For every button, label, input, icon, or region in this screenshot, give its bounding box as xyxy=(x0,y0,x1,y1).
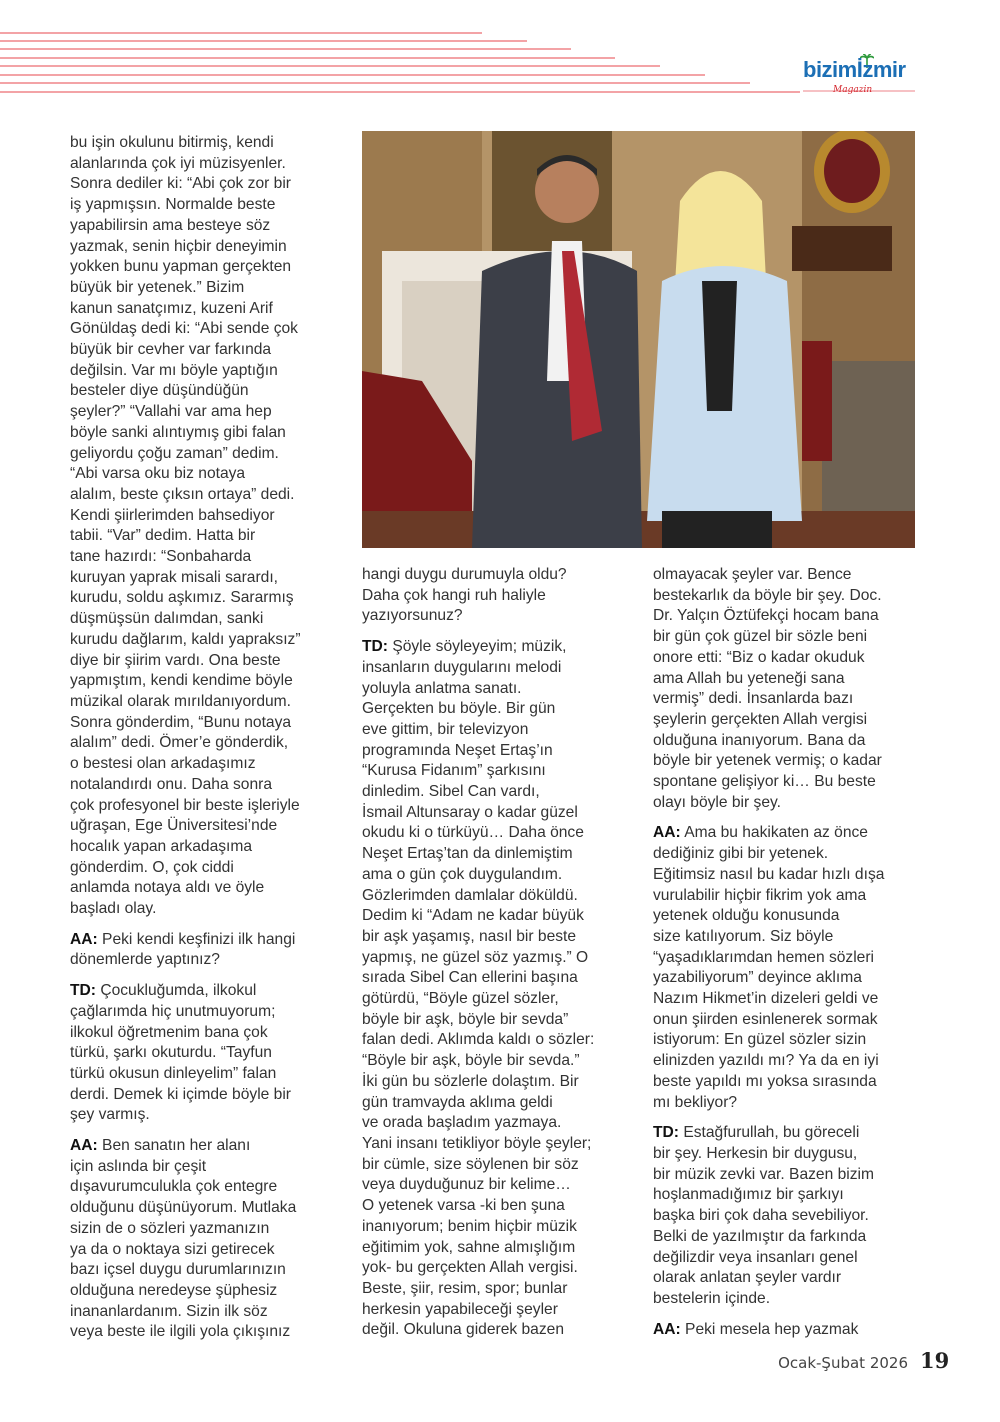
line-text: olmayacak şeyler var. Bence xyxy=(653,566,852,583)
text-line xyxy=(70,858,350,879)
article-paragraph xyxy=(362,637,642,1341)
text-line xyxy=(362,1113,642,1134)
text-line xyxy=(70,216,350,237)
line-text: onun şiirden esinlenerek sormak xyxy=(653,1010,878,1028)
accent-line xyxy=(0,65,660,67)
line-text: olduğuna inanıyorum. Bana da xyxy=(653,731,866,749)
article-paragraph xyxy=(70,930,350,971)
accent-line xyxy=(0,91,800,93)
line-text: onore etti: “Biz o kadar okuduk xyxy=(653,648,865,666)
line-text: spontane gelişiyor ki… Bu beste xyxy=(653,773,876,791)
text-line xyxy=(70,837,350,858)
line-text: sırada Sibel Can ellerini başına xyxy=(362,969,578,987)
text-line xyxy=(362,761,642,782)
text-line xyxy=(362,637,642,658)
line-text: uğraşan, Ege Üniversitesi’nde xyxy=(70,817,278,835)
article-paragraph xyxy=(70,133,350,920)
line-text: gönderdim. O, çok ciddi xyxy=(70,858,234,876)
line-text: Estağfurullah, bu göreceli xyxy=(678,1124,860,1142)
text-line xyxy=(653,772,933,793)
text-line xyxy=(70,402,350,423)
article-column-2 xyxy=(362,565,642,1351)
line-text: “Böyle bir aşk, böyle bir sevda.” xyxy=(362,1052,580,1070)
line-text: değilsin. Var mı böyle yaptığın xyxy=(70,361,278,379)
line-text: Ben sanatın her alanı xyxy=(97,1137,251,1155)
text-line xyxy=(362,823,642,844)
text-line xyxy=(653,1227,933,1248)
article-paragraph xyxy=(653,823,933,1113)
text-line xyxy=(362,782,642,803)
speaker-label: TD: xyxy=(362,638,388,656)
text-line xyxy=(70,671,350,692)
text-line xyxy=(362,1258,642,1279)
line-text: inananlardanım. Sizin ilk söz xyxy=(70,1302,268,1320)
line-text: Gerçekten bu böyle. Bir gün xyxy=(362,700,556,718)
line-text: tabii. “Var” dedim. Hatta bir xyxy=(70,527,256,545)
line-text: o bestesi olan arkadaşımız xyxy=(70,755,256,773)
line-text: götürdü, “Böyle güzel sözler, xyxy=(362,990,559,1008)
text-line xyxy=(70,257,350,278)
article-paragraph xyxy=(653,565,933,813)
line-text: Sonra dediler ki: “Abi çok zor bir xyxy=(70,175,292,193)
text-line xyxy=(362,1010,642,1031)
article-column-3 xyxy=(653,565,933,1350)
text-line xyxy=(70,796,350,817)
text-line xyxy=(362,1051,642,1072)
line-text: notalandırdı onu. Daha sonra xyxy=(70,775,272,793)
text-line xyxy=(362,1030,642,1051)
accent-line xyxy=(0,48,571,50)
line-text: gün tramvayda aklıma geldi xyxy=(362,1093,553,1111)
line-text: çok profesyonel bir beste işleriyle xyxy=(70,796,300,814)
line-text: bestekarlık da böyle bir şey. Doc. xyxy=(653,586,882,604)
line-text: “Kurusa Fidanım” şarkısını xyxy=(362,762,546,780)
line-text: Gönüldaş dedi ki: “Abi sende çok xyxy=(70,320,298,338)
line-text: sizin de o sözleri yazmanızın xyxy=(70,1219,270,1237)
line-text: dışavurumculukla çok entegre xyxy=(70,1178,278,1196)
line-text: türkü, şarkı okuturdu. “Tayfun xyxy=(70,1044,272,1062)
line-text: Belki de yazılmıştır da farkında xyxy=(653,1227,867,1245)
text-line xyxy=(362,886,642,907)
article-paragraph xyxy=(70,1136,350,1343)
line-text: Dr. Yalçın Öztüfekçi hocam bana xyxy=(653,607,879,625)
text-line xyxy=(362,948,642,969)
line-text: ve orada başladım yazmaya. xyxy=(362,1114,562,1132)
text-line xyxy=(362,586,642,607)
text-line xyxy=(362,679,642,700)
line-text: yazıyorsunuz? xyxy=(362,607,463,625)
line-text: alanlarında çok iyi müzisyenler. xyxy=(70,154,286,172)
article-paragraph xyxy=(653,1320,933,1341)
text-line xyxy=(362,968,642,989)
speaker-label: AA: xyxy=(70,1137,98,1155)
text-line xyxy=(70,195,350,216)
text-line xyxy=(70,1023,350,1044)
line-text: düşmüşsün dalımdan, sanki xyxy=(70,610,264,628)
text-line xyxy=(362,803,642,824)
line-text: İki gün bu sözlerle dolaştım. Bir xyxy=(362,1072,579,1090)
line-text: bir cümle, size söylenen bir söz xyxy=(362,1155,579,1173)
text-line xyxy=(362,1155,642,1176)
line-text: yapmıştım, kendi kendime böyle xyxy=(70,672,293,690)
text-line xyxy=(362,1196,642,1217)
text-line xyxy=(70,588,350,609)
text-line xyxy=(653,586,933,607)
text-line xyxy=(653,751,933,772)
line-text: istiyorum: En güzel sözler sizin xyxy=(653,1031,867,1049)
line-text: herkesin yapabileceği şeyler xyxy=(362,1300,558,1318)
line-text: ama Allah bu yeteneği sana xyxy=(653,669,845,687)
line-text: vurulabilir hiçbir fikrim yok ama xyxy=(653,886,867,904)
line-text: değil. Okuluna giderek bazen xyxy=(362,1321,564,1339)
accent-line xyxy=(0,74,705,76)
line-text: derdi. Demek ki içimde böyle bir xyxy=(70,1085,291,1103)
text-line xyxy=(653,1051,933,1072)
text-line xyxy=(362,927,642,948)
line-text: yazabiliyorum” deyince aklıma xyxy=(653,969,862,987)
line-text: ama o gün çok duygulandım. xyxy=(362,865,563,883)
line-text: yok- bu gerçekten Allah vergisi. xyxy=(362,1259,578,1277)
line-text: ya da o noktaya sizi getirecek xyxy=(70,1240,275,1258)
line-text: bazı içsel duygu durumlarınızın xyxy=(70,1261,286,1279)
text-line xyxy=(653,844,933,865)
text-line xyxy=(362,1300,642,1321)
accent-line xyxy=(0,32,482,34)
line-text: yoluyla anlatma sanatı. xyxy=(362,679,522,697)
text-line xyxy=(70,423,350,444)
text-line xyxy=(70,361,350,382)
line-text: kurudu dağlarım, kaldı yapraksız” xyxy=(70,630,301,648)
line-text: şey varmış. xyxy=(70,1106,150,1124)
text-line xyxy=(70,1085,350,1106)
line-text: “Abi varsa oku biz notaya xyxy=(70,465,246,483)
text-line xyxy=(70,1219,350,1240)
line-text: insanların duygularını melodi xyxy=(362,658,562,676)
line-text: hocalık yapan arkadaşıma xyxy=(70,837,253,855)
speaker-label: TD: xyxy=(70,982,96,1000)
text-line xyxy=(362,699,642,720)
speaker-label: AA: xyxy=(70,930,98,948)
line-text: Kendi şiirlerimden bahsediyor xyxy=(70,506,275,524)
text-line xyxy=(70,981,350,1002)
line-text: Nazım Hikmet’in dizeleri geldi ve xyxy=(653,990,879,1008)
line-text: yazmak, senin hiçbir deneyimin xyxy=(70,237,287,255)
line-text: inanıyorum; benim hiçbir müzik xyxy=(362,1217,577,1235)
text-line xyxy=(70,319,350,340)
line-text: okudu ki o türküyü… Daha önce xyxy=(362,824,584,842)
line-text: kurudu, soldu aşkımız. Sararmış xyxy=(70,589,294,607)
text-line xyxy=(653,1030,933,1051)
line-text: iş yapmışsın. Normalde beste xyxy=(70,196,276,214)
text-line xyxy=(70,154,350,175)
text-line xyxy=(70,692,350,713)
line-text: yapabilirsin ama besteye söz xyxy=(70,216,271,234)
text-line xyxy=(70,733,350,754)
line-text: falan dedi. Aklımda kaldı o sözler: xyxy=(362,1031,595,1049)
line-text: Peki mesela hep yazmak xyxy=(680,1320,859,1338)
text-line xyxy=(653,606,933,627)
text-line xyxy=(653,689,933,710)
text-line xyxy=(70,878,350,899)
line-text: bu işin okulunu bitirmiş, kendi xyxy=(70,134,274,151)
text-line xyxy=(653,648,933,669)
text-line xyxy=(70,485,350,506)
text-line xyxy=(70,930,350,951)
line-text: başka biri çok daha sevebiliyor. xyxy=(653,1207,869,1225)
text-line xyxy=(70,1198,350,1219)
text-line xyxy=(653,906,933,927)
line-text: eğitimim yok, sahne almışlığım xyxy=(362,1238,576,1256)
accent-line xyxy=(0,40,527,42)
text-line xyxy=(70,568,350,589)
line-text: dönemlerde yaptınız? xyxy=(70,951,220,969)
line-text: O yetenek varsa -ki ben şuna xyxy=(362,1197,565,1215)
speaker-label: AA: xyxy=(653,1320,681,1338)
text-line xyxy=(653,865,933,886)
line-text: dediğiniz gibi bir yetenek. xyxy=(653,845,829,863)
line-text: değilizdir veya insanları genel xyxy=(653,1248,858,1266)
text-line xyxy=(362,1175,642,1196)
text-line xyxy=(362,844,642,865)
text-line xyxy=(70,1043,350,1064)
text-line xyxy=(653,669,933,690)
line-text: Neşet Ertaş’tan da dinlemiştim xyxy=(362,845,573,863)
line-text: veya beste ile ilgili yola çıkışınız xyxy=(70,1323,291,1341)
line-text: ilkokul öğretmenim bana çok xyxy=(70,1023,268,1041)
text-line xyxy=(653,1289,933,1310)
text-line xyxy=(653,823,933,844)
text-line xyxy=(70,816,350,837)
text-line xyxy=(653,1072,933,1093)
text-line xyxy=(70,1240,350,1261)
text-line xyxy=(70,775,350,796)
line-text: alalım” dedi. Ömer’e gönderdik, xyxy=(70,734,289,752)
text-line xyxy=(653,968,933,989)
line-text: geliyordu çoğu zaman” dedim. xyxy=(70,444,279,462)
text-line xyxy=(70,899,350,920)
line-text: hangi duygu durumuyla oldu? xyxy=(362,566,567,583)
accent-line xyxy=(0,57,615,59)
line-text: böyle bir yetenek vermiş; o kadar xyxy=(653,752,882,770)
text-line xyxy=(70,547,350,568)
text-line xyxy=(362,1279,642,1300)
text-line xyxy=(70,340,350,361)
line-text: çağlarımda hiç unutmuyorum; xyxy=(70,1002,276,1020)
line-text: hoşlanmadığımız bir şarkıyı xyxy=(653,1186,844,1204)
line-text: yetenek olduğu konusunda xyxy=(653,907,840,925)
text-line xyxy=(653,1320,933,1341)
line-text: şeylerin gerçekten Allah vergisi xyxy=(653,710,868,728)
text-line xyxy=(653,948,933,969)
line-text: kuruyan yaprak misali sarardı, xyxy=(70,568,278,586)
line-text: yapmış, ne güzel söz yazmış.” O xyxy=(362,948,589,966)
text-line xyxy=(653,1206,933,1227)
line-text: büyük bir yetenek.” Bizim xyxy=(70,278,245,296)
line-text: başladı olay. xyxy=(70,900,157,918)
article-paragraph xyxy=(653,1123,933,1309)
line-text: Peki kendi keşfinizi ilk hangi xyxy=(97,930,296,948)
text-line xyxy=(70,526,350,547)
text-line xyxy=(362,1134,642,1155)
line-text: Daha çok hangi ruh haliyle xyxy=(362,586,546,604)
line-text: böyle bir aşk, böyle bir sevda” xyxy=(362,1010,569,1028)
line-text: veya duyduğunuz bir kelime… xyxy=(362,1176,571,1194)
text-line xyxy=(70,1136,350,1157)
text-line xyxy=(362,1072,642,1093)
line-text: yokken bunu yapman gerçekten xyxy=(70,258,292,276)
text-line xyxy=(70,1322,350,1343)
text-line xyxy=(362,1238,642,1259)
line-text: “yaşadıklarımdan hemen sözleri xyxy=(653,948,875,966)
text-line xyxy=(70,1105,350,1126)
line-text: mı bekliyor? xyxy=(653,1093,738,1111)
line-text: Sonra gönderdim, “Bunu notaya xyxy=(70,713,292,731)
line-text: için aslında bir çeşit xyxy=(70,1157,207,1175)
text-line xyxy=(70,713,350,734)
text-line xyxy=(70,1002,350,1023)
text-line xyxy=(70,1260,350,1281)
text-line xyxy=(70,1157,350,1178)
line-text: programında Neşet Ertaş’ın xyxy=(362,741,553,759)
text-line xyxy=(70,754,350,775)
accent-line xyxy=(0,82,750,84)
article-paragraph xyxy=(70,981,350,1126)
text-line xyxy=(653,1248,933,1269)
line-text: bir gün çok güzel bir sözle beni xyxy=(653,628,868,646)
text-line xyxy=(70,1302,350,1323)
text-line xyxy=(653,927,933,948)
line-text: eve gittim, bir televizyon xyxy=(362,720,529,738)
article-column-1 xyxy=(70,133,350,1353)
line-text: Yani insanı tetikliyor böyle şeyler; xyxy=(362,1134,592,1152)
text-line xyxy=(70,237,350,258)
text-line xyxy=(653,627,933,648)
line-text: diye bir şiirim vardı. Ona beste xyxy=(70,651,281,669)
text-line xyxy=(653,1165,933,1186)
text-line xyxy=(70,630,350,651)
text-line xyxy=(70,950,350,971)
text-line xyxy=(362,565,642,586)
line-text: olduğuna neredeyse şüphesiz xyxy=(70,1281,278,1299)
text-line xyxy=(362,606,642,627)
text-line xyxy=(70,1064,350,1085)
text-line xyxy=(70,464,350,485)
text-line xyxy=(653,710,933,731)
text-line xyxy=(653,731,933,752)
line-text: bir şey. Herkesin bir duygusu, xyxy=(653,1144,858,1162)
line-text: beste yapıldı mı yoksa sırasında xyxy=(653,1072,877,1090)
line-text: Şöyle söyleyeyim; müzik, xyxy=(387,638,567,656)
text-line xyxy=(70,174,350,195)
text-line xyxy=(653,1010,933,1031)
line-text: Beste, şiir, resim, spor; bunlar xyxy=(362,1279,568,1297)
line-text: Çocukluğumda, ilkokul xyxy=(95,982,257,1000)
text-line xyxy=(362,1320,642,1341)
line-text: olduğunu düşünüyorum. Mutlaka xyxy=(70,1199,297,1217)
text-line xyxy=(653,1185,933,1206)
line-text: tane hazırdı: “Sonbaharda xyxy=(70,548,252,566)
text-line xyxy=(70,651,350,672)
text-line xyxy=(653,1123,933,1144)
text-line xyxy=(70,1177,350,1198)
line-text: besteler diye düşündüğün xyxy=(70,382,249,400)
text-line xyxy=(653,1093,933,1114)
line-text: müzikal olarak mırıldanıyordum. xyxy=(70,692,291,710)
line-text: Gözlerimden damlalar döküldü. xyxy=(362,886,578,904)
line-text: türkü okusun dinleyelim” falan xyxy=(70,1064,277,1082)
text-line xyxy=(653,793,933,814)
line-text: Eğitimsiz nasıl bu kadar hızlı dışa xyxy=(653,865,885,883)
speaker-label: TD: xyxy=(653,1124,679,1142)
text-line xyxy=(70,133,350,154)
line-text: olarak anlatan şeyler vardır xyxy=(653,1269,842,1287)
text-line xyxy=(70,609,350,630)
page-number: 19 xyxy=(920,1348,950,1373)
line-text: kanun sanatçımız, kuzeni Arif xyxy=(70,299,273,317)
line-text: alalım, beste çıksın ortaya” dedi. xyxy=(70,485,295,503)
line-text: böyle sanki alıntıymış gibi falan xyxy=(70,423,286,441)
text-line xyxy=(362,906,642,927)
line-text: size katılıyorum. Siz böyle xyxy=(653,927,834,945)
magazine-logo xyxy=(803,54,918,104)
text-line xyxy=(653,565,933,586)
text-line xyxy=(362,720,642,741)
text-line xyxy=(362,1093,642,1114)
text-line xyxy=(70,1281,350,1302)
logo-text: bizimİzmir xyxy=(803,57,906,82)
text-line xyxy=(70,444,350,465)
issue-date: Ocak-Şubat 2026 xyxy=(778,1354,908,1372)
line-text: İsmail Altunsaray o kadar güzel xyxy=(362,803,578,821)
line-text: elinizden yazıldı mı? Ya da en iyi xyxy=(653,1052,879,1070)
line-text: anlamda notaya aldı ve öyle xyxy=(70,879,265,897)
interview-photo xyxy=(362,131,915,548)
line-text: şeyler?” “Vallahi var ama hep xyxy=(70,403,272,421)
text-line xyxy=(653,1268,933,1289)
logo-subtitle: Magazin xyxy=(833,85,873,95)
text-line xyxy=(70,381,350,402)
line-text: olayı böyle bir şey. xyxy=(653,793,781,811)
article-paragraph xyxy=(362,565,642,627)
speaker-label: AA: xyxy=(653,824,681,842)
text-line xyxy=(362,658,642,679)
line-text: Ama bu hakikaten az önce xyxy=(680,824,868,842)
text-line xyxy=(362,741,642,762)
text-line xyxy=(362,1217,642,1238)
line-text: vermiş” dedi. İnsanlarda bazı xyxy=(653,690,854,708)
line-text: Dedim ki “Adam ne kadar büyük xyxy=(362,907,584,925)
text-line xyxy=(653,886,933,907)
line-text: büyük bir cevher var farkında xyxy=(70,341,272,359)
line-text: dinledim. Sibel Can vardı, xyxy=(362,783,540,801)
text-line xyxy=(653,1144,933,1165)
text-line xyxy=(362,989,642,1010)
line-text: bestelerin içinde. xyxy=(653,1289,771,1307)
text-line xyxy=(70,278,350,299)
text-line xyxy=(70,299,350,320)
photo-illustration xyxy=(362,131,915,548)
line-text: bir müzik zevki var. Bazen bizim xyxy=(653,1165,874,1183)
text-line xyxy=(362,865,642,886)
text-line xyxy=(70,506,350,527)
text-line xyxy=(653,989,933,1010)
line-text: bir aşk yaşamış, nasıl bir beste xyxy=(362,927,577,945)
